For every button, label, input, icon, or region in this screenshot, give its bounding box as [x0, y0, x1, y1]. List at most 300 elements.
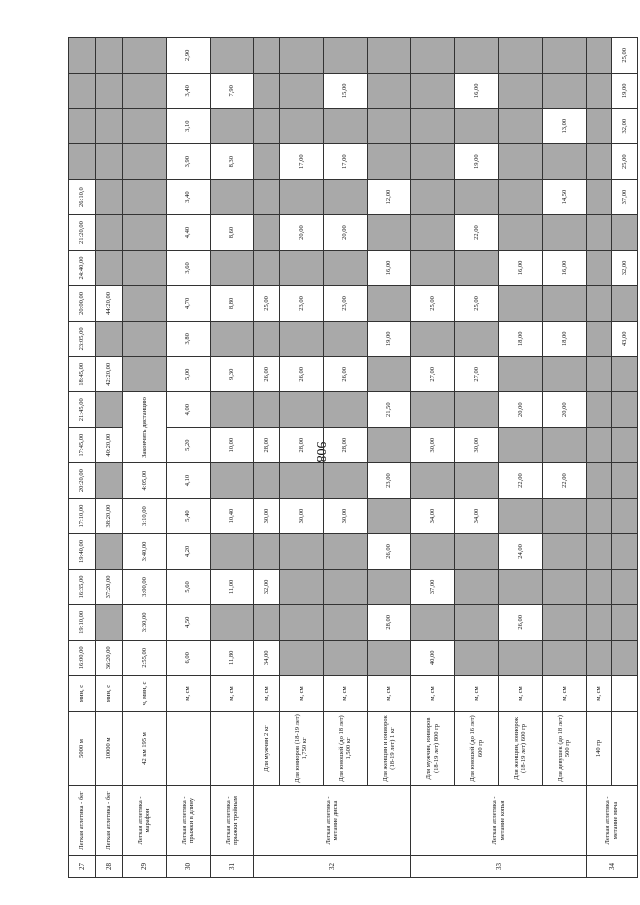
value-cell	[542, 640, 586, 675]
value-cell: 21:45,00	[69, 392, 96, 427]
value-cell	[279, 640, 323, 675]
value-cell: 23,00	[279, 286, 323, 321]
value-cell	[586, 534, 612, 569]
value-cell: 24:40,00	[69, 250, 96, 285]
value-cell	[499, 179, 543, 214]
value-cell: 19:40,00	[69, 534, 96, 569]
table-row	[279, 38, 323, 878]
value-cell	[122, 109, 166, 144]
value-cell: 19,00	[612, 73, 638, 108]
row-number-cell: 30	[166, 856, 210, 878]
value-cell: 25,00	[612, 38, 638, 73]
value-cell	[122, 321, 166, 356]
unit-cell: м, см	[166, 676, 210, 712]
table-row	[499, 38, 543, 878]
value-cell	[411, 250, 455, 285]
value-cell	[279, 179, 323, 214]
sport-name-cell: Легкая атлетика - бег	[95, 786, 122, 856]
unit-cell: м, см	[367, 676, 411, 712]
value-cell: 9,30	[210, 357, 254, 392]
value-cell: 25,00	[612, 144, 638, 179]
value-cell	[122, 357, 166, 392]
value-cell: 21,50	[367, 392, 411, 427]
value-cell: 25,00	[455, 286, 499, 321]
value-cell	[499, 498, 543, 533]
unit-cell: м, см	[586, 676, 612, 712]
value-cell: 18,00	[542, 321, 586, 356]
value-cell	[499, 569, 543, 604]
discipline-cell	[612, 712, 638, 786]
value-cell: 19:10,00	[69, 605, 96, 640]
value-cell	[122, 38, 166, 73]
value-cell: 18,00	[499, 321, 543, 356]
unit-cell: м, см	[411, 676, 455, 712]
value-cell	[455, 321, 499, 356]
value-cell	[499, 144, 543, 179]
value-cell: 10,40	[210, 498, 254, 533]
value-cell: 8,60	[210, 215, 254, 250]
value-cell: 34,00	[254, 640, 280, 675]
value-cell: 26,00	[254, 357, 280, 392]
value-cell	[586, 73, 612, 108]
table-row	[122, 38, 166, 878]
value-cell: 3:30,00	[122, 605, 166, 640]
table-row	[455, 38, 499, 878]
value-cell	[210, 392, 254, 427]
value-cell: 27,00	[411, 357, 455, 392]
discipline-cell: Для женщин и юниорок (18-19 лет) 1 кг	[367, 712, 411, 786]
value-cell: 21:20,00	[69, 215, 96, 250]
value-cell: 22,00	[499, 463, 543, 498]
value-cell	[69, 144, 96, 179]
value-cell	[367, 109, 411, 144]
value-cell	[95, 463, 122, 498]
value-cell: 3:40,00	[122, 534, 166, 569]
value-cell	[95, 250, 122, 285]
value-cell: 37,00	[612, 179, 638, 214]
value-cell	[499, 640, 543, 675]
table-row	[542, 38, 586, 878]
value-cell	[586, 605, 612, 640]
value-cell: 10,00	[210, 427, 254, 462]
value-cell	[612, 392, 638, 427]
value-cell	[612, 463, 638, 498]
value-cell: 3:10,00	[122, 498, 166, 533]
row-number-cell: 27	[69, 856, 96, 878]
value-cell: 26:10,0	[69, 179, 96, 214]
value-cell: 44:20,00	[95, 286, 122, 321]
value-cell	[323, 569, 367, 604]
value-cell: 20:00,00	[69, 286, 96, 321]
value-cell	[254, 605, 280, 640]
sport-name-cell: Легкая атлетика - прыжки в длину	[166, 786, 210, 856]
value-cell: 22,00	[542, 463, 586, 498]
value-cell	[122, 144, 166, 179]
value-cell	[254, 179, 280, 214]
unit-cell: м, см	[542, 676, 586, 712]
value-cell: 5,20	[166, 427, 210, 462]
value-cell	[411, 392, 455, 427]
value-cell	[279, 321, 323, 356]
value-cell: 24,00	[499, 534, 543, 569]
value-cell	[122, 179, 166, 214]
row-number-cell: 33	[411, 856, 586, 878]
value-cell	[254, 392, 280, 427]
value-cell	[279, 534, 323, 569]
value-cell	[586, 427, 612, 462]
value-cell	[586, 179, 612, 214]
value-cell: 5,00	[166, 357, 210, 392]
sport-name-cell: Легкая атлетика - метание копья	[411, 786, 586, 856]
discipline-cell	[210, 712, 254, 786]
value-cell	[95, 215, 122, 250]
discipline-cell: Для девушек (до 18 лет) 500 гр	[542, 712, 586, 786]
table-row	[69, 38, 96, 878]
unit-cell: мин, с	[69, 676, 96, 712]
value-cell: 43,00	[612, 321, 638, 356]
value-cell	[367, 215, 411, 250]
value-cell	[69, 38, 96, 73]
value-cell: 32,00	[612, 250, 638, 285]
value-cell: 20,00	[499, 392, 543, 427]
value-cell	[367, 286, 411, 321]
value-cell: 16,00	[455, 73, 499, 108]
value-cell: 3,40	[166, 73, 210, 108]
value-cell	[612, 357, 638, 392]
value-cell	[323, 38, 367, 73]
value-cell	[612, 427, 638, 462]
value-cell: 28,00	[279, 427, 323, 462]
value-cell: 4,10	[166, 463, 210, 498]
value-cell	[95, 179, 122, 214]
value-cell	[279, 392, 323, 427]
value-cell	[95, 321, 122, 356]
value-cell	[210, 321, 254, 356]
unit-cell: ч, мин, с	[122, 676, 166, 712]
value-cell	[69, 109, 96, 144]
row-number-cell: 34	[586, 856, 637, 878]
value-cell: 15,00	[323, 73, 367, 108]
value-cell: 19,00	[367, 321, 411, 356]
value-cell	[455, 605, 499, 640]
value-cell	[95, 144, 122, 179]
value-cell	[122, 286, 166, 321]
value-cell: 25,00	[411, 286, 455, 321]
value-cell	[254, 321, 280, 356]
value-cell	[279, 605, 323, 640]
value-cell	[323, 179, 367, 214]
value-cell: 16:35,00	[69, 569, 96, 604]
value-cell	[586, 640, 612, 675]
value-cell: 17,00	[323, 144, 367, 179]
value-cell	[210, 179, 254, 214]
value-cell	[612, 286, 638, 321]
value-cell	[279, 73, 323, 108]
value-cell: 36:20,00	[95, 640, 122, 675]
value-cell: 4,00	[166, 392, 210, 427]
value-cell	[542, 498, 586, 533]
value-cell: 3,90	[166, 144, 210, 179]
value-cell: 14,50	[542, 179, 586, 214]
value-cell	[367, 427, 411, 462]
value-cell	[254, 534, 280, 569]
table-row	[323, 38, 367, 878]
value-cell: 37,00	[411, 569, 455, 604]
value-cell: 20:20,00	[69, 463, 96, 498]
value-cell	[586, 392, 612, 427]
value-cell: 8,30	[210, 144, 254, 179]
value-cell	[455, 392, 499, 427]
value-cell: 25,00	[254, 286, 280, 321]
value-cell: 3,60	[166, 250, 210, 285]
value-cell: 4,70	[166, 286, 210, 321]
value-cell	[210, 534, 254, 569]
value-cell	[455, 569, 499, 604]
value-cell: 28,00	[367, 605, 411, 640]
value-cell	[367, 640, 411, 675]
value-cell: 8,80	[210, 286, 254, 321]
discipline-cell: 42 км 195 м	[122, 712, 166, 786]
value-cell: 12,00	[367, 179, 411, 214]
value-cell	[367, 38, 411, 73]
value-cell: 18:45,00	[69, 357, 96, 392]
value-cell	[411, 38, 455, 73]
value-cell	[254, 73, 280, 108]
value-cell: 27,00	[455, 357, 499, 392]
value-cell	[279, 463, 323, 498]
value-cell	[122, 73, 166, 108]
value-cell: 6,00	[166, 640, 210, 675]
value-cell	[367, 73, 411, 108]
value-cell	[95, 109, 122, 144]
value-cell	[411, 605, 455, 640]
value-cell	[323, 109, 367, 144]
unit-cell: м, см	[323, 676, 367, 712]
value-cell	[542, 73, 586, 108]
value-cell	[411, 463, 455, 498]
value-cell	[455, 463, 499, 498]
value-cell: 4,20	[166, 534, 210, 569]
value-cell: 3:00,00	[122, 569, 166, 604]
value-cell	[455, 109, 499, 144]
value-cell: 19,00	[455, 144, 499, 179]
discipline-cell	[166, 712, 210, 786]
value-cell: 20,00	[542, 392, 586, 427]
value-cell	[612, 534, 638, 569]
value-cell	[411, 73, 455, 108]
value-cell: 30,00	[411, 427, 455, 462]
value-cell	[323, 640, 367, 675]
value-cell: 16,00	[542, 250, 586, 285]
value-cell	[254, 144, 280, 179]
value-cell	[455, 38, 499, 73]
value-cell	[455, 250, 499, 285]
value-cell	[323, 463, 367, 498]
value-cell	[586, 498, 612, 533]
value-cell: 37:20,00	[95, 569, 122, 604]
value-cell: 26,00	[279, 357, 323, 392]
value-cell: Закончить дистанцию	[122, 392, 166, 463]
value-cell	[542, 427, 586, 462]
value-cell	[411, 144, 455, 179]
value-cell	[586, 109, 612, 144]
unit-cell: м, см	[499, 676, 543, 712]
value-cell	[95, 605, 122, 640]
value-cell: 2:55,00	[122, 640, 166, 675]
value-cell: 11,80	[210, 640, 254, 675]
value-cell	[542, 286, 586, 321]
value-cell	[367, 144, 411, 179]
rotated-table-container	[68, 38, 638, 878]
table-row	[95, 38, 122, 878]
value-cell	[122, 215, 166, 250]
value-cell	[367, 498, 411, 533]
value-cell	[455, 640, 499, 675]
value-cell	[95, 392, 122, 427]
discipline-cell: Для юниоров (18-19 лет) 1,750 кг	[279, 712, 323, 786]
value-cell	[542, 357, 586, 392]
value-cell	[586, 250, 612, 285]
value-cell	[323, 321, 367, 356]
value-cell	[254, 250, 280, 285]
value-cell	[542, 605, 586, 640]
value-cell: 4,50	[166, 605, 210, 640]
value-cell: 5,40	[166, 498, 210, 533]
value-cell: 3,80	[166, 321, 210, 356]
discipline-cell: 10000 м	[95, 712, 122, 786]
table-row	[612, 38, 638, 878]
value-cell: 34,00	[411, 498, 455, 533]
value-cell	[612, 215, 638, 250]
value-cell: 13,00	[542, 109, 586, 144]
value-cell	[586, 144, 612, 179]
value-cell: 3,10	[166, 109, 210, 144]
value-cell: 32,00	[254, 569, 280, 604]
value-cell	[499, 73, 543, 108]
value-cell	[279, 569, 323, 604]
value-cell	[499, 38, 543, 73]
value-cell: 30,00	[323, 498, 367, 533]
row-number-cell: 28	[95, 856, 122, 878]
value-cell	[411, 109, 455, 144]
sport-name-cell: Легкая атлетика - метание диска	[254, 786, 411, 856]
value-cell	[210, 109, 254, 144]
value-cell	[411, 215, 455, 250]
value-cell: 16,00	[499, 250, 543, 285]
value-cell: 20,00	[323, 215, 367, 250]
value-cell: 40,00	[411, 640, 455, 675]
table-row	[411, 38, 455, 878]
value-cell	[499, 286, 543, 321]
value-cell: 28,00	[254, 427, 280, 462]
value-cell: 26,00	[367, 534, 411, 569]
unit-cell: м, см	[254, 676, 280, 712]
value-cell: 5,60	[166, 569, 210, 604]
value-cell	[612, 569, 638, 604]
value-cell: 4:05,00	[122, 463, 166, 498]
value-cell: 28,00	[323, 427, 367, 462]
value-cell: 30,00	[279, 498, 323, 533]
value-cell: 17:10,00	[69, 498, 96, 533]
value-cell	[586, 286, 612, 321]
table-row	[210, 38, 254, 878]
value-cell	[542, 534, 586, 569]
value-cell	[254, 38, 280, 73]
unit-cell	[612, 676, 638, 712]
discipline-cell: Для мужчин 2 кг	[254, 712, 280, 786]
value-cell: 42:20,00	[95, 357, 122, 392]
value-cell	[254, 463, 280, 498]
standards-table	[68, 37, 638, 878]
table-row	[367, 38, 411, 878]
value-cell	[210, 250, 254, 285]
value-cell	[367, 569, 411, 604]
row-number-cell: 32	[254, 856, 411, 878]
page-number: 908	[313, 441, 328, 463]
value-cell	[254, 109, 280, 144]
value-cell: 17,00	[279, 144, 323, 179]
value-cell	[542, 215, 586, 250]
value-cell	[612, 605, 638, 640]
value-cell: 16,00	[367, 250, 411, 285]
unit-cell: мин, с	[95, 676, 122, 712]
value-cell	[279, 38, 323, 73]
value-cell	[367, 357, 411, 392]
value-cell	[210, 38, 254, 73]
value-cell	[542, 569, 586, 604]
value-cell	[210, 463, 254, 498]
unit-cell: м, см	[279, 676, 323, 712]
table-row	[586, 38, 612, 878]
value-cell	[411, 534, 455, 569]
value-cell: 2,90	[166, 38, 210, 73]
sport-name-cell: Легкая атлетика - марафон	[122, 786, 166, 856]
value-cell	[69, 73, 96, 108]
value-cell: 22,00	[455, 215, 499, 250]
discipline-cell: Для юношей (до 18 лет) 1,500 кг	[323, 712, 367, 786]
value-cell: 23,00	[323, 286, 367, 321]
value-cell: 23,00	[367, 463, 411, 498]
value-cell: 30,00	[254, 498, 280, 533]
value-cell: 38:20,00	[95, 498, 122, 533]
value-cell: 32,00	[612, 109, 638, 144]
value-cell	[499, 215, 543, 250]
row-number-cell: 31	[210, 856, 254, 878]
value-cell	[323, 392, 367, 427]
sport-name-cell: Легкая атлетика - метание мяча	[586, 786, 637, 856]
discipline-cell: 140 гр	[586, 712, 612, 786]
row-number-cell: 29	[122, 856, 166, 878]
value-cell: 20,00	[279, 215, 323, 250]
discipline-cell: Для мужчин, юниоров (18-19 лет) 800 гр	[411, 712, 455, 786]
discipline-cell: Для юношей (до 16 лет) 600 гр	[455, 712, 499, 786]
value-cell	[612, 640, 638, 675]
value-cell	[586, 463, 612, 498]
value-cell	[499, 427, 543, 462]
value-cell: 11,00	[210, 569, 254, 604]
table-row	[166, 38, 210, 878]
value-cell: 34,00	[455, 498, 499, 533]
value-cell	[122, 250, 166, 285]
value-cell	[279, 250, 323, 285]
value-cell	[586, 357, 612, 392]
value-cell: 40:20,00	[95, 427, 122, 462]
value-cell	[455, 179, 499, 214]
value-cell: 23:05,00	[69, 321, 96, 356]
sport-name-cell: Легкая атлетика - прыжки тройным	[210, 786, 254, 856]
value-cell: 30,00	[455, 427, 499, 462]
value-cell	[586, 321, 612, 356]
